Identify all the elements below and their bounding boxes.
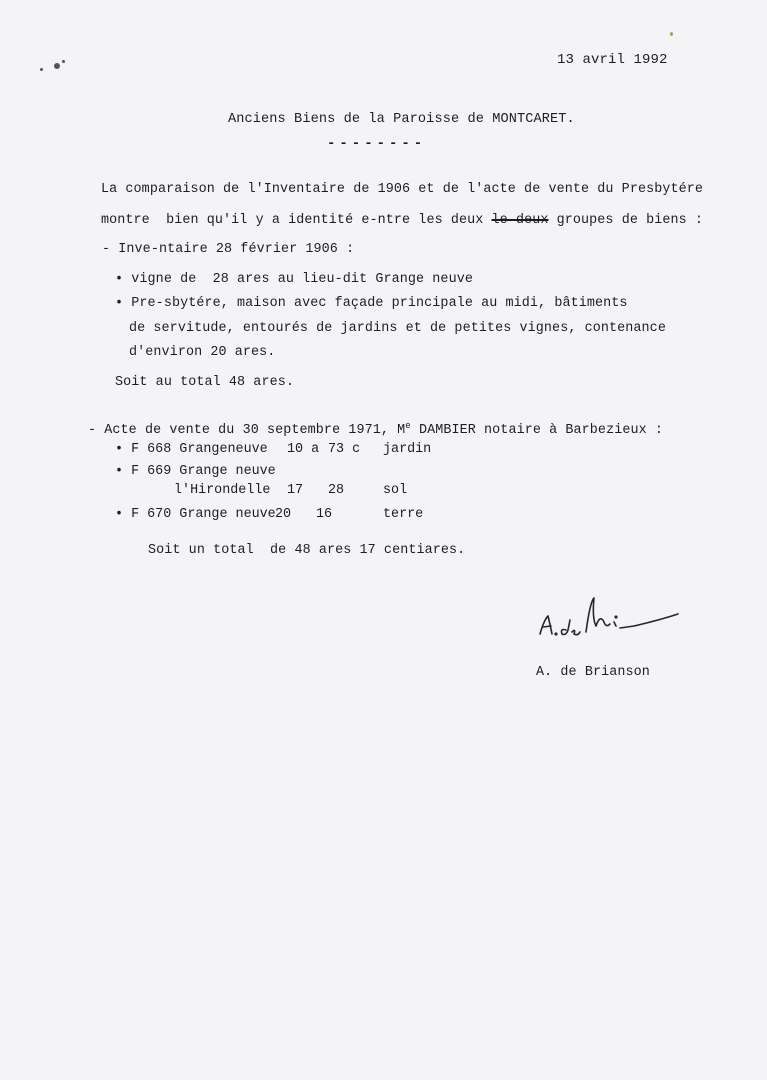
parcel-f668: • F 668 Grangeneuve: [115, 442, 268, 457]
parcel-f669-centiares: 28: [328, 483, 345, 498]
ink-speck: [62, 60, 65, 63]
sale-heading-part-b: DAMBIER notaire à Barbezieux :: [410, 423, 664, 438]
signature-name: A. de Brianson: [536, 665, 650, 680]
parcel-f669-locality: l'Hirondelle: [174, 483, 271, 498]
inventory-item-presbytere-line-3: d'environ 20 ares.: [129, 345, 276, 360]
parcel-f668-nature: jardin: [383, 442, 432, 457]
paper-speck: [670, 32, 673, 36]
parcel-f670-nature: terre: [383, 507, 424, 522]
title-separator: --------: [327, 136, 427, 152]
document-title: Anciens Biens de la Paroisse de MONTCARET.: [228, 112, 575, 127]
sale-total: Soit un total de 48 ares 17 centiares.: [148, 543, 466, 558]
intro-line-2-part-a: montre bien qu'il y a identité e: [101, 213, 370, 228]
parcel-f670-centiares: 16: [316, 507, 333, 522]
ink-speck: [54, 63, 60, 69]
document-date: 13 avril 1992: [557, 52, 668, 68]
sale-heading-part-a: - Acte de vente du 30 septembre 1971, M: [88, 423, 406, 438]
intro-line-2: [101, 214, 703, 227]
intro-line-2-struck-hyphen: -: [369, 213, 378, 228]
parcel-f670-ares: 20: [275, 507, 292, 522]
intro-line-2-part-b: ntre les deux: [377, 213, 492, 228]
inventory-item-presbytere-line-1: • Pre-sbytére, maison avec façade principale au midi, bâtiments: [115, 296, 628, 311]
inventory-item-presbytere-line-2: de servitude, entourés de jardins et de petites vignes, contenance: [129, 321, 666, 336]
intro-line-2-part-c: groupes de biens :: [548, 213, 704, 228]
ink-speck: [40, 68, 43, 71]
parcel-f669-ares: 17: [287, 483, 304, 498]
parcel-f670: • F 670 Grange neuve: [115, 507, 276, 522]
sale-heading: [88, 422, 663, 437]
parcel-f669-nature: sol: [383, 483, 408, 498]
inventory-total: Soit au total 48 ares.: [115, 375, 294, 390]
intro-line-2-struck-words: le deux: [491, 213, 549, 228]
sale-heading-superscript: e: [405, 421, 411, 431]
parcel-f668-centiares: 73 c: [328, 442, 361, 457]
handwritten-signature: [530, 592, 690, 644]
inventory-item-vigne: • vigne de 28 ares au lieu-dit Grange neuve: [115, 272, 473, 287]
intro-line-1: La comparaison de l'Inventaire de 1906 et de l'acte de vente du Presbytére: [101, 182, 704, 197]
parcel-f669: • F 669 Grange neuve: [115, 464, 276, 479]
parcel-f668-ares: 10 a: [287, 442, 320, 457]
inventory-heading: - Inve-ntaire 28 février 1906 :: [102, 242, 355, 257]
